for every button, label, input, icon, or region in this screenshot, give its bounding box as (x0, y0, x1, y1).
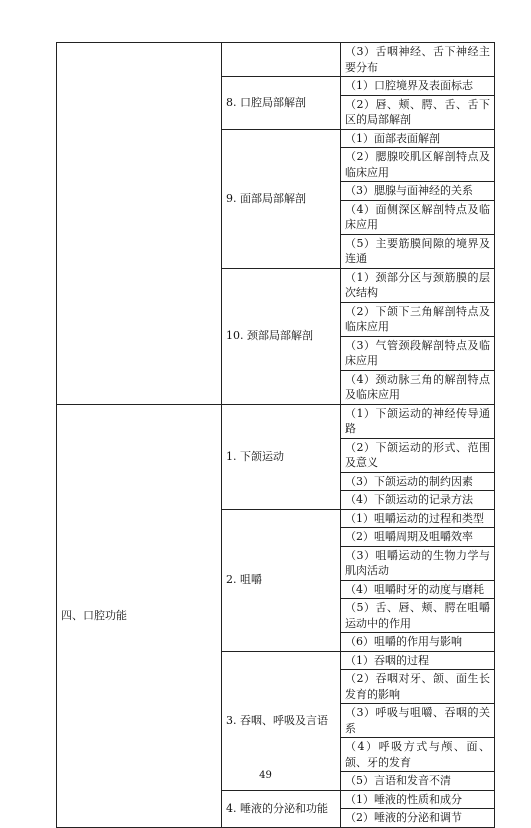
syllabus-table (56, 42, 495, 828)
topic-cell: 3. 吞咽、呼吸及言语 (222, 651, 341, 790)
detail-cell: （1）下颌运动的神经传导通路 (341, 404, 495, 438)
detail-cell: （1）吞咽的过程 (341, 651, 495, 670)
topic-cell: 4. 唾液的分泌和功能 (222, 790, 341, 827)
detail-cell: （2）腮腺咬肌区解剖特点及临床应用 (341, 148, 495, 182)
unit-cell (57, 43, 222, 405)
topic-cell: 2. 咀嚼 (222, 509, 341, 651)
topic-cell: 10. 颈部局部解剖 (222, 268, 341, 404)
detail-cell: （4）下颌运动的记录方法 (341, 491, 495, 510)
detail-cell: （2）下颌运动的形式、范围及意义 (341, 438, 495, 472)
unit-cell: 四、口腔功能 (57, 404, 222, 827)
detail-cell: （3）咀嚼运动的生物力学与肌肉活动 (341, 546, 495, 580)
detail-cell: （5）主要筋膜间隙的境界及连通 (341, 234, 495, 268)
detail-cell: （1）面部表面解剖 (341, 129, 495, 148)
detail-cell: （2）下颌下三角解剖特点及临床应用 (341, 302, 495, 336)
detail-cell: （3）气管颈段解剖特点及临床应用 (341, 336, 495, 370)
detail-cell: （3）腮腺与面神经的关系 (341, 182, 495, 201)
detail-cell: （1）颈部分区与颈筋膜的层次结构 (341, 268, 495, 302)
detail-cell: （2）咀嚼周期及咀嚼效率 (341, 528, 495, 547)
detail-cell: （4）咀嚼时牙的动度与磨耗 (341, 580, 495, 599)
detail-cell: （4）面侧深区解剖特点及临床应用 (341, 200, 495, 234)
topic-cell: 1. 下颌运动 (222, 404, 341, 509)
detail-cell: （3）呼吸与咀嚼、吞咽的关系 (341, 704, 495, 738)
detail-cell: （2）唇、颊、腭、舌、舌下区的局部解剖 (341, 95, 495, 129)
detail-cell: （3）下颌运动的制约因素 (341, 472, 495, 491)
topic-cell: 8. 口腔局部解剖 (222, 77, 341, 130)
detail-cell: （4）颈动脉三角的解剖特点及临床应用 (341, 370, 495, 404)
detail-cell: （4）呼吸方式与颅、面、颌、牙的发育 (341, 738, 495, 772)
detail-cell: （1）唾液的性质和成分 (341, 790, 495, 809)
detail-cell: （5）言语和发音不清 (341, 772, 495, 791)
topic-cell: 9. 面部局部解剖 (222, 129, 341, 268)
table-row (57, 404, 495, 438)
detail-cell: （5）舌、唇、颊、腭在咀嚼运动中的作用 (341, 599, 495, 633)
table-row (57, 43, 495, 77)
detail-cell: （3）舌咽神经、舌下神经主要分布 (341, 43, 495, 77)
page-number: 49 (259, 770, 272, 781)
detail-cell: （2）唾液的分泌和调节 (341, 809, 495, 828)
detail-cell: （1）口腔境界及表面标志 (341, 77, 495, 96)
detail-cell: （1）咀嚼运动的过程和类型 (341, 509, 495, 528)
topic-cell (222, 43, 341, 77)
detail-cell: （6）咀嚼的作用与影响 (341, 633, 495, 652)
detail-cell: （2）吞咽对牙、颌、面生长发育的影响 (341, 670, 495, 704)
